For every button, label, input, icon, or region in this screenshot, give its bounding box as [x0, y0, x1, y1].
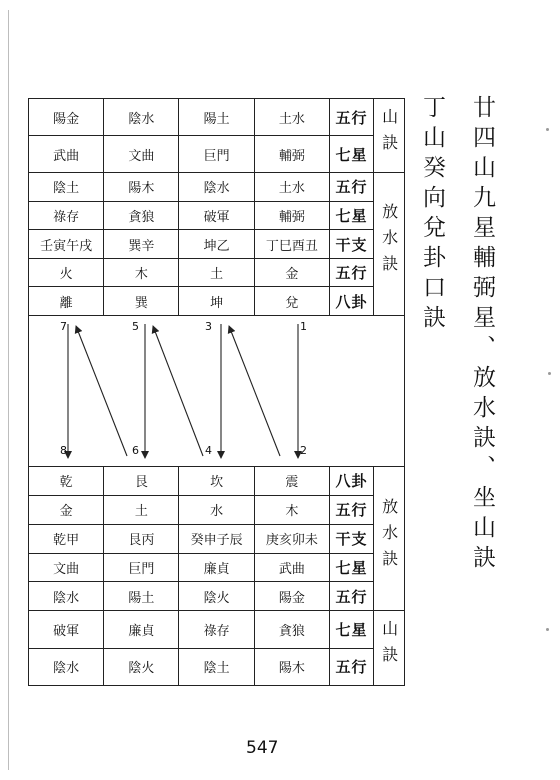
side-label-cell	[374, 173, 405, 316]
table-cell: 土水	[254, 173, 329, 202]
table-cell: 木	[104, 258, 179, 287]
side-label-cell	[374, 99, 405, 173]
table-cell: 土	[179, 258, 254, 287]
table-row	[29, 467, 405, 496]
flow-arrows	[28, 316, 405, 466]
side-label: 山訣	[379, 620, 399, 673]
table-cell: 陽土	[104, 582, 179, 611]
table-cell: 丁巳酉丑	[254, 230, 329, 259]
table-cell: 乾甲	[29, 524, 104, 553]
table-cell: 火	[29, 258, 104, 287]
side-label-cell	[374, 467, 405, 611]
upper-table	[28, 98, 405, 316]
table-cell: 巨門	[104, 553, 179, 582]
flow-number: 5	[132, 320, 139, 333]
scan-speck	[548, 372, 551, 375]
table-cell: 陽土	[179, 99, 254, 136]
table-row	[29, 611, 405, 648]
lower-table	[28, 466, 405, 686]
table-row	[29, 553, 405, 582]
table-cell: 癸申子辰	[179, 524, 254, 553]
table-cell: 巨門	[179, 136, 254, 173]
flow-arrow	[229, 326, 280, 456]
page-subtitle: 丁山癸向兌卦口訣	[419, 95, 445, 335]
table-row	[29, 136, 405, 173]
table-cell: 陰水	[104, 99, 179, 136]
table-cell: 武曲	[29, 136, 104, 173]
table-cell: 貪狼	[104, 201, 179, 230]
table-cell: 土	[104, 495, 179, 524]
row-label: 五行	[329, 582, 373, 611]
row-label: 八卦	[329, 467, 373, 496]
table-cell: 土水	[254, 99, 329, 136]
table-cell: 震	[254, 467, 329, 496]
page-title: 廿四山九星輔弼星、放水訣、坐山訣	[469, 95, 495, 575]
table-row	[29, 99, 405, 136]
table-cell: 巽辛	[104, 230, 179, 259]
table-cell: 陰火	[104, 648, 179, 685]
row-label: 五行	[329, 495, 373, 524]
side-label: 放水訣	[379, 203, 399, 282]
table-cell: 乾	[29, 467, 104, 496]
table-row	[29, 230, 405, 259]
row-label: 五行	[329, 99, 373, 136]
table-cell: 坤	[179, 287, 254, 316]
table-cell: 陽金	[29, 99, 104, 136]
flow-arrow	[153, 326, 203, 456]
table-cell: 陰水	[29, 582, 104, 611]
table-cell: 離	[29, 287, 104, 316]
table-cell: 輔弼	[254, 136, 329, 173]
table-cell: 貪狼	[254, 611, 329, 648]
table-cell: 陽金	[254, 582, 329, 611]
table-cell: 木	[254, 495, 329, 524]
row-label: 五行	[329, 173, 373, 202]
row-label: 五行	[329, 258, 373, 287]
table-cell: 陽木	[104, 173, 179, 202]
page-number: 547	[246, 738, 279, 758]
page-edge-line	[8, 10, 9, 770]
table-cell: 武曲	[254, 553, 329, 582]
row-label: 七星	[329, 201, 373, 230]
table-cell: 陰水	[29, 648, 104, 685]
flow-number: 3	[205, 320, 212, 333]
table-cell: 巽	[104, 287, 179, 316]
flow-number: 7	[60, 320, 67, 333]
scan-speck	[546, 128, 549, 131]
table-row	[29, 495, 405, 524]
row-label: 干支	[329, 524, 373, 553]
table-row	[29, 201, 405, 230]
row-label: 七星	[329, 611, 373, 648]
table-cell: 陰火	[179, 582, 254, 611]
flow-number: 1	[300, 320, 307, 333]
table-cell: 輔弼	[254, 201, 329, 230]
side-label: 放水訣	[379, 497, 399, 576]
flow-number: 4	[205, 444, 212, 457]
table-row	[29, 524, 405, 553]
table-cell: 破軍	[179, 201, 254, 230]
table-row	[29, 258, 405, 287]
row-label: 七星	[329, 136, 373, 173]
flow-number: 8	[60, 444, 67, 457]
table-row	[29, 648, 405, 685]
table-cell: 陰土	[179, 648, 254, 685]
table-cell: 文曲	[29, 553, 104, 582]
table-cell: 破軍	[29, 611, 104, 648]
row-label: 五行	[329, 648, 373, 685]
table-cell: 金	[29, 495, 104, 524]
table-cell: 坎	[179, 467, 254, 496]
table-cell: 文曲	[104, 136, 179, 173]
table-cell: 艮	[104, 467, 179, 496]
table-cell: 祿存	[179, 611, 254, 648]
table-cell: 坤乙	[179, 230, 254, 259]
side-label: 山訣	[379, 107, 399, 160]
table-cell: 金	[254, 258, 329, 287]
flow-number: 6	[132, 444, 139, 457]
row-label: 八卦	[329, 287, 373, 316]
row-label: 七星	[329, 553, 373, 582]
table-cell: 兌	[254, 287, 329, 316]
table-row	[29, 173, 405, 202]
table-cell: 陰水	[179, 173, 254, 202]
row-label: 干支	[329, 230, 373, 259]
flow-number: 2	[300, 444, 307, 457]
table-cell: 陽木	[254, 648, 329, 685]
table-cell: 庚亥卯未	[254, 524, 329, 553]
side-label-cell	[374, 611, 405, 686]
table-cell: 壬寅午戌	[29, 230, 104, 259]
table-cell: 廉貞	[104, 611, 179, 648]
scan-speck	[546, 628, 549, 631]
flow-arrow	[76, 326, 127, 456]
table-cell: 水	[179, 495, 254, 524]
table-cell: 廉貞	[179, 553, 254, 582]
table-row	[29, 582, 405, 611]
table-cell: 陰土	[29, 173, 104, 202]
table-row	[29, 287, 405, 316]
table-cell: 艮丙	[104, 524, 179, 553]
table-cell: 祿存	[29, 201, 104, 230]
